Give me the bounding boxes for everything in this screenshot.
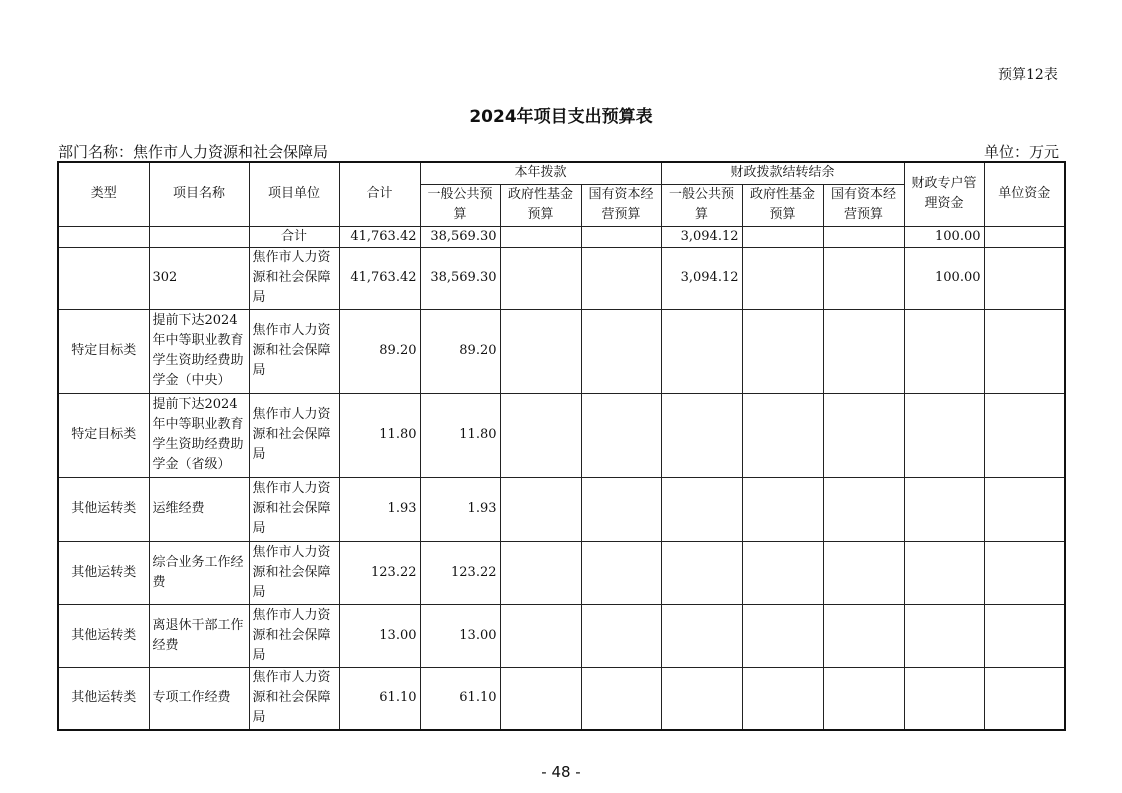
cell-cur-general: 123.22 xyxy=(420,541,500,604)
cell-type: 其他运转类 xyxy=(58,477,149,541)
cell-unitfund xyxy=(984,226,1065,247)
cell-cur-gov xyxy=(500,667,581,730)
cell-co-general: 3,094.12 xyxy=(661,247,742,309)
cell-cur-gov xyxy=(500,541,581,604)
cell-unit: 合计 xyxy=(249,226,339,247)
table-row xyxy=(58,309,1065,393)
cell-cur-gov xyxy=(500,309,581,393)
table-row xyxy=(58,247,1065,309)
cell-cur-general: 1.93 xyxy=(420,477,500,541)
cell-unit: 焦作市人力资源和社会保障局 xyxy=(249,309,339,393)
cell-co-general xyxy=(661,541,742,604)
header-carryover-state-capital: 国有资本经营预算 xyxy=(823,184,904,226)
header-current-state-capital: 国有资本经营预算 xyxy=(581,184,661,226)
header-unit-funds: 单位资金 xyxy=(984,162,1065,226)
cell-total: 41,763.42 xyxy=(339,226,420,247)
cell-cur-gov xyxy=(500,226,581,247)
page-title: 2024年项目支出预算表 xyxy=(469,107,653,127)
cell-co-state xyxy=(823,309,904,393)
cell-cur-state xyxy=(581,604,661,667)
cell-co-general xyxy=(661,477,742,541)
cell-type xyxy=(58,226,149,247)
cell-co-state xyxy=(823,604,904,667)
cell-unit: 焦作市人力资源和社会保障局 xyxy=(249,477,339,541)
cell-cur-state xyxy=(581,477,661,541)
cell-type: 特定目标类 xyxy=(58,309,149,393)
cell-co-gov xyxy=(742,226,823,247)
cell-cur-general: 61.10 xyxy=(420,667,500,730)
cell-total: 89.20 xyxy=(339,309,420,393)
department-label: 部门名称：焦作市人力资源和社会保障局 xyxy=(58,143,329,161)
cell-co-gov xyxy=(742,247,823,309)
cell-cur-gov xyxy=(500,247,581,309)
table-row xyxy=(58,667,1065,730)
cell-unitfund xyxy=(984,393,1065,477)
cell-co-gov xyxy=(742,541,823,604)
header-current-gov-fund: 政府性基金预算 xyxy=(500,184,581,226)
table-row xyxy=(58,541,1065,604)
cell-type xyxy=(58,247,149,309)
cell-type: 特定目标类 xyxy=(58,393,149,477)
cell-special xyxy=(904,393,984,477)
cell-co-general xyxy=(661,667,742,730)
cell-cur-state xyxy=(581,247,661,309)
cell-special: 100.00 xyxy=(904,226,984,247)
header-project-unit: 项目单位 xyxy=(249,162,339,226)
cell-unitfund xyxy=(984,309,1065,393)
page-number: - 48 - xyxy=(541,763,581,781)
cell-total: 13.00 xyxy=(339,604,420,667)
cell-co-general xyxy=(661,309,742,393)
budget-table xyxy=(57,161,1066,731)
cell-name: 提前下达2024年中等职业教育学生资助经费助学金（省级） xyxy=(149,393,249,477)
cell-cur-general: 38,569.30 xyxy=(420,247,500,309)
cell-unit: 焦作市人力资源和社会保障局 xyxy=(249,541,339,604)
cell-co-general: 3,094.12 xyxy=(661,226,742,247)
cell-cur-general: 38,569.30 xyxy=(420,226,500,247)
cell-cur-general: 89.20 xyxy=(420,309,500,393)
cell-cur-general: 11.80 xyxy=(420,393,500,477)
cell-co-gov xyxy=(742,477,823,541)
cell-co-state xyxy=(823,477,904,541)
cell-special xyxy=(904,309,984,393)
cell-unitfund xyxy=(984,541,1065,604)
cell-cur-state xyxy=(581,226,661,247)
cell-co-state xyxy=(823,541,904,604)
cell-co-state xyxy=(823,393,904,477)
cell-type: 其他运转类 xyxy=(58,604,149,667)
cell-unit: 焦作市人力资源和社会保障局 xyxy=(249,247,339,309)
cell-co-general xyxy=(661,393,742,477)
table-row xyxy=(58,604,1065,667)
cell-cur-gov xyxy=(500,477,581,541)
cell-special: 100.00 xyxy=(904,247,984,309)
cell-name: 提前下达2024年中等职业教育学生资助经费助学金（中央） xyxy=(149,309,249,393)
cell-name: 专项工作经费 xyxy=(149,667,249,730)
table-row xyxy=(58,393,1065,477)
cell-name: 运维经费 xyxy=(149,477,249,541)
cell-special xyxy=(904,667,984,730)
header-total: 合计 xyxy=(339,162,420,226)
cell-name xyxy=(149,226,249,247)
cell-unitfund xyxy=(984,477,1065,541)
cell-type: 其他运转类 xyxy=(58,541,149,604)
cell-total: 41,763.42 xyxy=(339,247,420,309)
table-header-row xyxy=(58,162,1065,184)
cell-cur-gov xyxy=(500,393,581,477)
cell-unitfund xyxy=(984,604,1065,667)
cell-unitfund xyxy=(984,247,1065,309)
cell-special xyxy=(904,541,984,604)
header-special-funds: 财政专户管理资金 xyxy=(904,162,984,226)
cell-unit: 焦作市人力资源和社会保障局 xyxy=(249,393,339,477)
cell-type: 其他运转类 xyxy=(58,667,149,730)
cell-total: 11.80 xyxy=(339,393,420,477)
cell-co-general xyxy=(661,604,742,667)
cell-cur-state xyxy=(581,541,661,604)
cell-co-state xyxy=(823,667,904,730)
cell-name: 离退休干部工作经费 xyxy=(149,604,249,667)
cell-special xyxy=(904,604,984,667)
header-type: 类型 xyxy=(58,162,149,226)
cell-co-state xyxy=(823,247,904,309)
header-carryover-general: 一般公共预算 xyxy=(661,184,742,226)
cell-total: 1.93 xyxy=(339,477,420,541)
cell-cur-state xyxy=(581,667,661,730)
header-carryover-gov-fund: 政府性基金预算 xyxy=(742,184,823,226)
cell-cur-state xyxy=(581,393,661,477)
cell-cur-general: 13.00 xyxy=(420,604,500,667)
cell-unit: 焦作市人力资源和社会保障局 xyxy=(249,604,339,667)
cell-co-gov xyxy=(742,309,823,393)
table-row xyxy=(58,477,1065,541)
header-project-name: 项目名称 xyxy=(149,162,249,226)
cell-co-state xyxy=(823,226,904,247)
header-group-carryover: 财政拨款结转结余 xyxy=(661,162,904,184)
cell-cur-state xyxy=(581,309,661,393)
cell-special xyxy=(904,477,984,541)
cell-unitfund xyxy=(984,667,1065,730)
header-current-general: 一般公共预算 xyxy=(420,184,500,226)
header-group-current: 本年拨款 xyxy=(420,162,661,184)
table-total-row xyxy=(58,226,1065,247)
unit-label: 单位：万元 xyxy=(984,143,1060,161)
cell-co-gov xyxy=(742,667,823,730)
cell-unit: 焦作市人力资源和社会保障局 xyxy=(249,667,339,730)
cell-co-gov xyxy=(742,393,823,477)
cell-name: 综合业务工作经费 xyxy=(149,541,249,604)
cell-name: 302 xyxy=(149,247,249,309)
cell-total: 123.22 xyxy=(339,541,420,604)
form-number: 预算12表 xyxy=(998,67,1058,83)
cell-cur-gov xyxy=(500,604,581,667)
cell-total: 61.10 xyxy=(339,667,420,730)
cell-co-gov xyxy=(742,604,823,667)
